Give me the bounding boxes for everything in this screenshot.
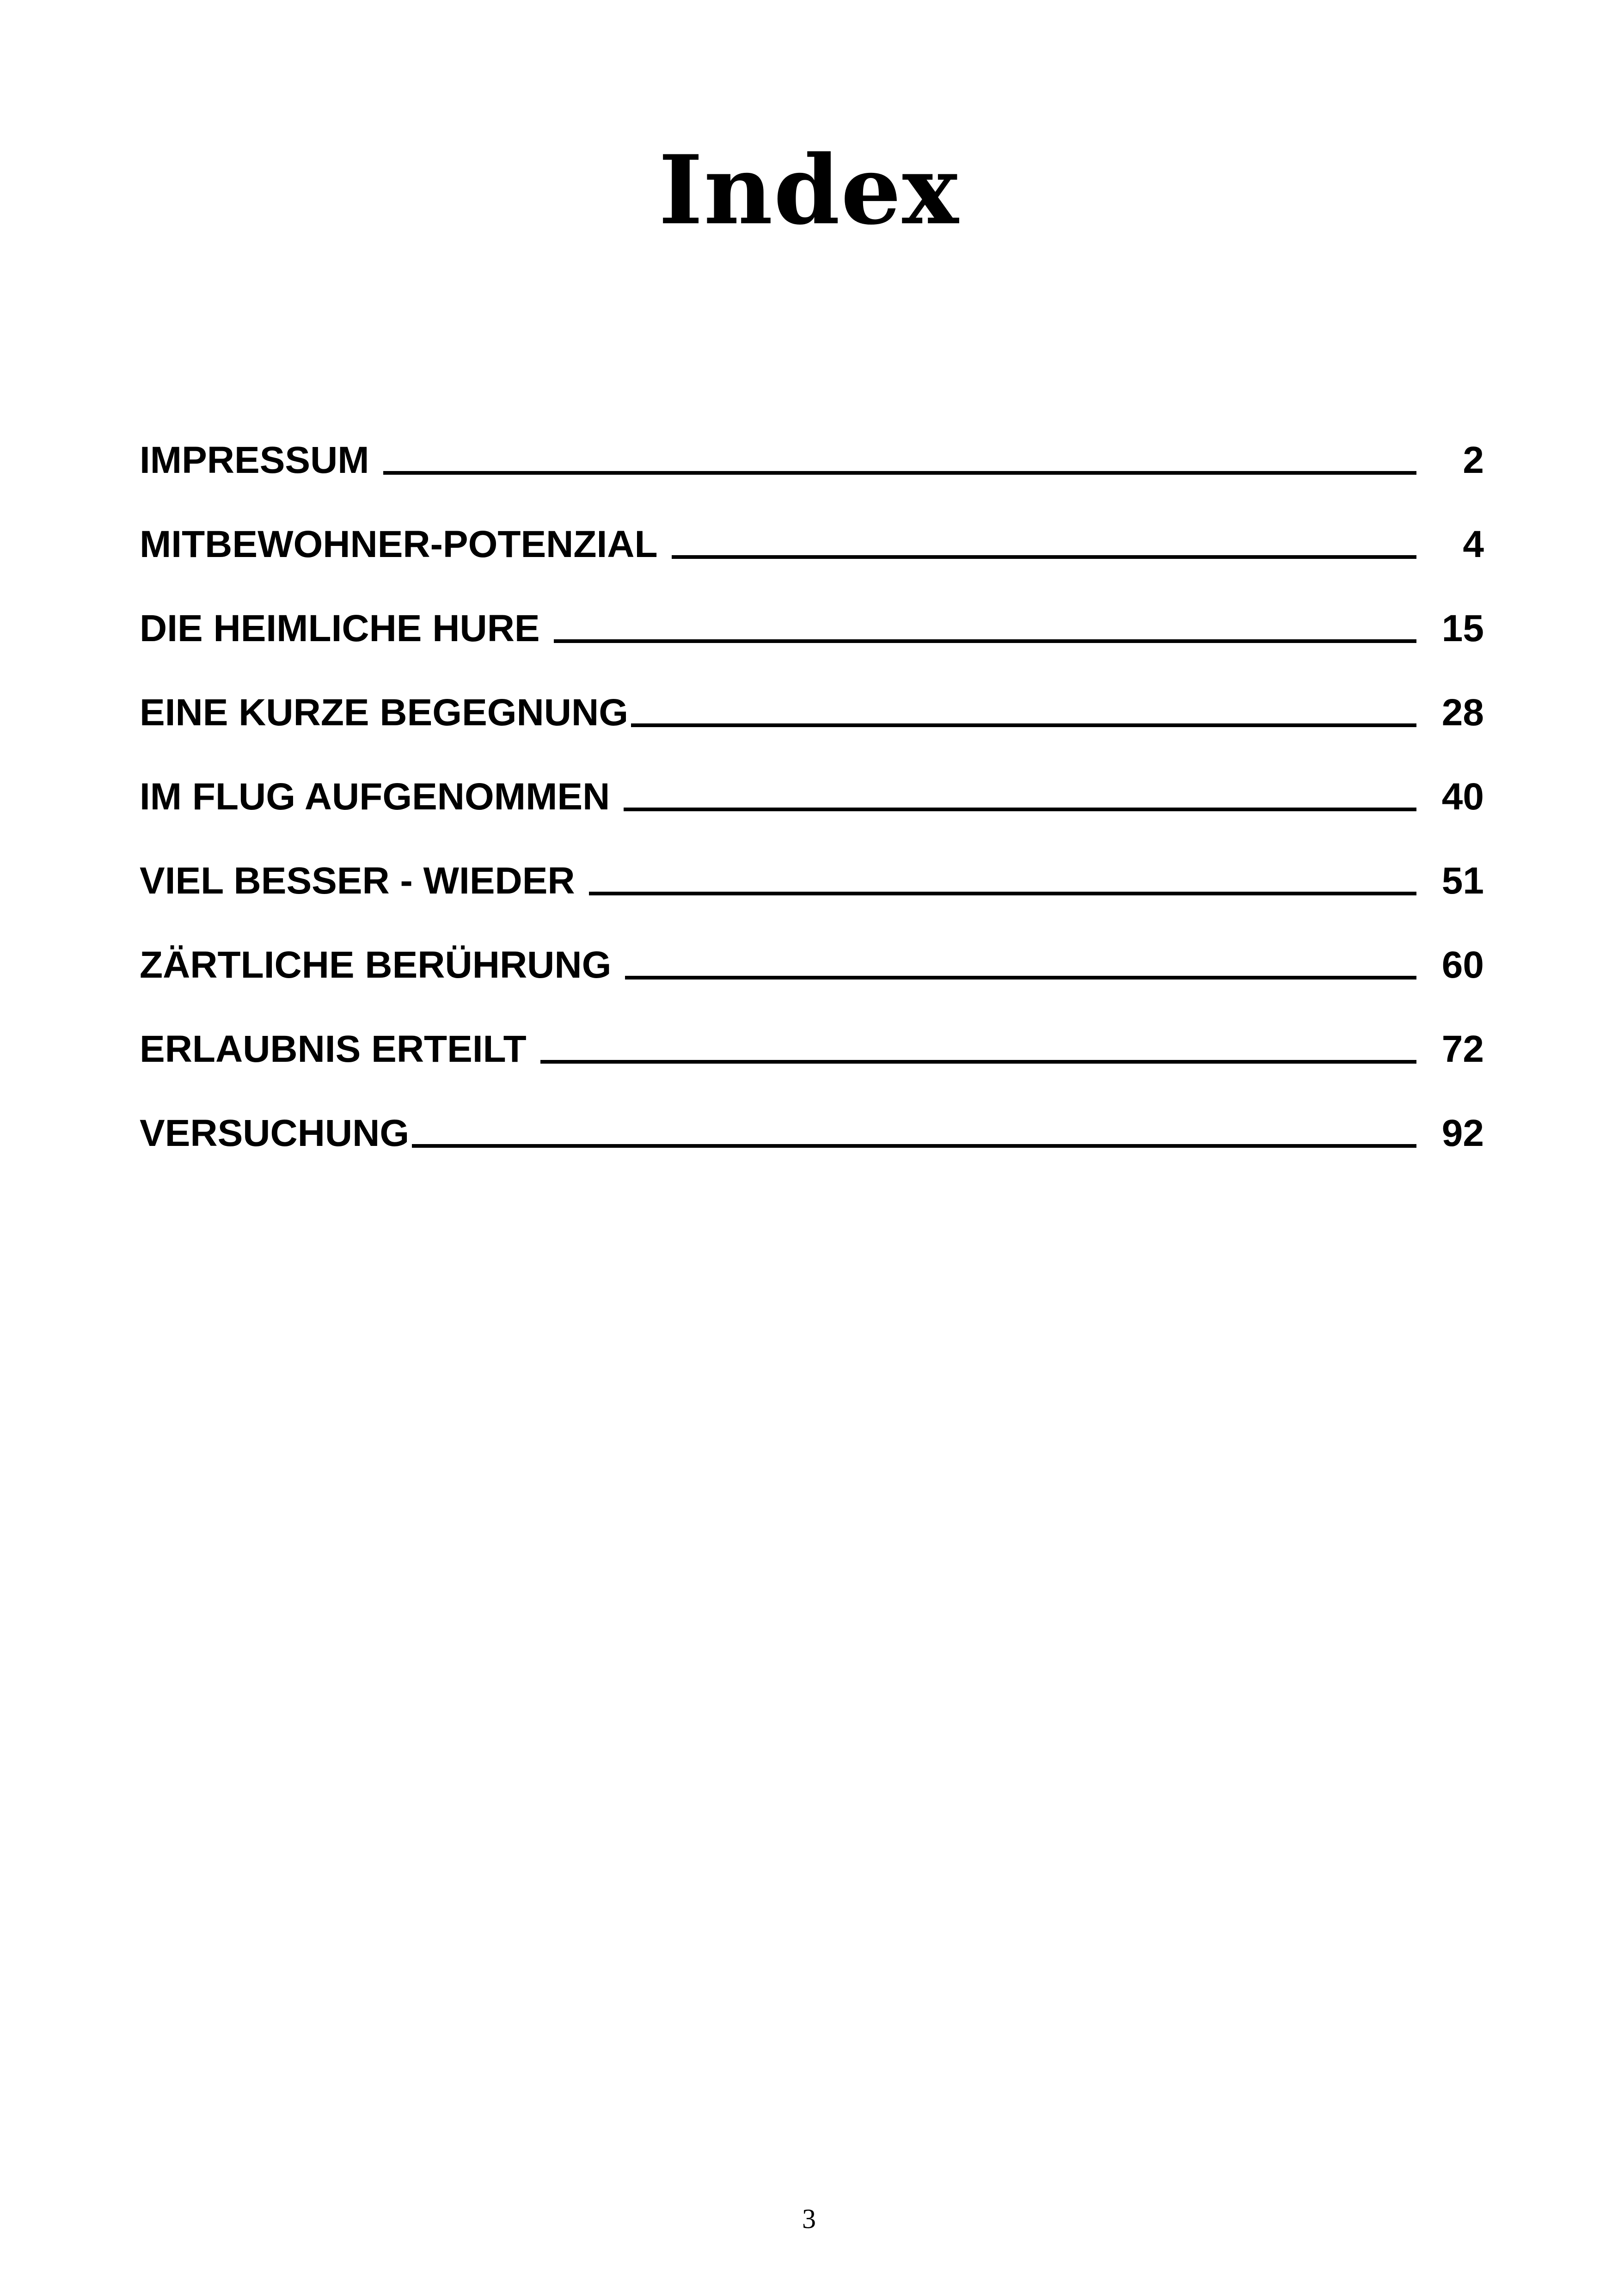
toc-entry-page: 40 xyxy=(1441,776,1484,818)
table-of-contents xyxy=(140,395,1484,1152)
toc-entry-page: 28 xyxy=(1441,692,1484,734)
toc-entry-title: ERLAUBNIS ERTEILT xyxy=(140,1028,527,1070)
toc-leader-line xyxy=(631,723,1416,727)
toc-leader-line xyxy=(589,892,1416,895)
toc-leader-line xyxy=(540,1060,1416,1064)
toc-entry-page: 4 xyxy=(1463,523,1484,565)
toc-leader-line xyxy=(624,808,1416,811)
toc-entry-title: IM FLUG AUFGENOMMEN xyxy=(140,776,610,818)
toc-entry-viel-besser-wieder[interactable] xyxy=(140,816,1484,900)
toc-entry-eine-kurze-begegnung[interactable] xyxy=(140,648,1484,732)
toc-entry-page: 60 xyxy=(1441,944,1484,986)
toc-entry-erlaubnis-erteilt[interactable] xyxy=(140,984,1484,1068)
toc-entry-mitbewohner-potenzial[interactable] xyxy=(140,479,1484,563)
toc-leader-line xyxy=(625,976,1416,980)
toc-entry-impressum[interactable] xyxy=(140,395,1484,479)
toc-leader-line xyxy=(383,471,1416,475)
toc-entry-title: MITBEWOHNER-POTENZIAL xyxy=(140,523,658,565)
toc-leader-line xyxy=(672,555,1416,559)
toc-entry-title: VERSUCHUNG xyxy=(140,1112,410,1154)
toc-entry-zaertliche-beruehrung[interactable] xyxy=(140,900,1484,984)
page-title: Index xyxy=(658,135,960,246)
toc-entry-title: IMPRESSUM xyxy=(140,439,369,481)
toc-leader-line xyxy=(554,639,1416,643)
toc-entry-title: ZÄRTLICHE BERÜHRUNG xyxy=(140,944,612,986)
toc-entry-page: 72 xyxy=(1441,1028,1484,1070)
toc-entry-page: 51 xyxy=(1441,860,1484,902)
page-number: 3 xyxy=(802,2204,816,2234)
toc-entry-page: 92 xyxy=(1441,1112,1484,1154)
toc-entry-page: 2 xyxy=(1463,439,1484,481)
toc-entry-title: DIE HEIMLICHE HURE xyxy=(140,607,540,649)
toc-entry-im-flug-aufgenommen[interactable] xyxy=(140,732,1484,816)
toc-leader-line xyxy=(412,1144,1416,1148)
toc-entry-title: VIEL BESSER - WIEDER xyxy=(140,860,575,902)
toc-entry-die-heimliche-hure[interactable] xyxy=(140,563,1484,648)
toc-entry-title: EINE KURZE BEGEGNUNG xyxy=(140,692,628,734)
toc-entry-page: 15 xyxy=(1441,607,1484,649)
toc-entry-versuchung[interactable] xyxy=(140,1068,1484,1152)
